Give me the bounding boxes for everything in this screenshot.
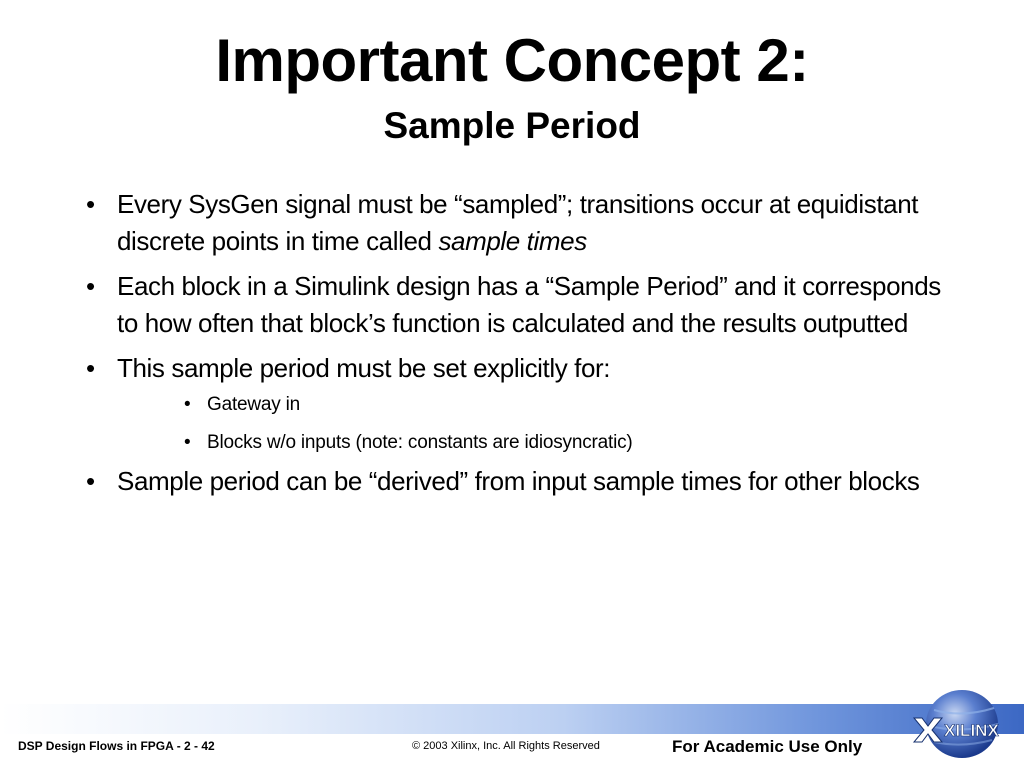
slide-subtitle: Sample Period bbox=[383, 105, 641, 146]
bullet-marker: • bbox=[184, 394, 191, 415]
bullet-marker: • bbox=[86, 271, 95, 301]
bullet-text: This sample period must be set explicitly for: bbox=[117, 353, 611, 383]
bullet-marker: • bbox=[86, 466, 95, 496]
bullet-item bbox=[0, 463, 1024, 500]
svg-text:XILINX: XILINX bbox=[944, 721, 999, 740]
bullet-emphasis: sample times bbox=[438, 226, 587, 256]
bullet-marker: • bbox=[86, 353, 95, 383]
bullet-text: Every SysGen signal must be “sampled”; transitions occur at equidistant discrete points in time called bbox=[117, 189, 919, 256]
sub-bullet-text: Gateway in bbox=[207, 394, 301, 415]
bullet-item bbox=[0, 350, 1024, 387]
bullet-marker: • bbox=[184, 432, 191, 453]
bullet-text: Sample period can be “derived” from input sample times for other blocks bbox=[117, 466, 920, 496]
footer-copyright: © 2003 Xilinx, Inc. All Rights Reserved bbox=[412, 740, 600, 752]
bullet-item bbox=[0, 268, 1024, 342]
footer-band bbox=[0, 704, 1024, 734]
sub-bullet-text: Blocks w/o inputs (note: constants are idiosyncratic) bbox=[207, 432, 633, 453]
xilinx-logo bbox=[904, 688, 1016, 764]
footer-usage-note: For Academic Use Only bbox=[672, 737, 863, 756]
bullet-list bbox=[0, 186, 1024, 508]
slide-title: Important Concept 2: bbox=[215, 27, 809, 94]
bullet-text: Each block in a Simulink design has a “Sample Period” and it corresponds to how often that block’s function is calculated and the results outputted bbox=[117, 271, 941, 338]
sub-bullet-item bbox=[0, 429, 1024, 457]
bullet-marker: • bbox=[86, 189, 95, 219]
bullet-item bbox=[0, 186, 1024, 260]
footer-course-label: DSP Design Flows in FPGA - 2 - 42 bbox=[18, 739, 215, 753]
sub-bullet-item bbox=[0, 391, 1024, 419]
